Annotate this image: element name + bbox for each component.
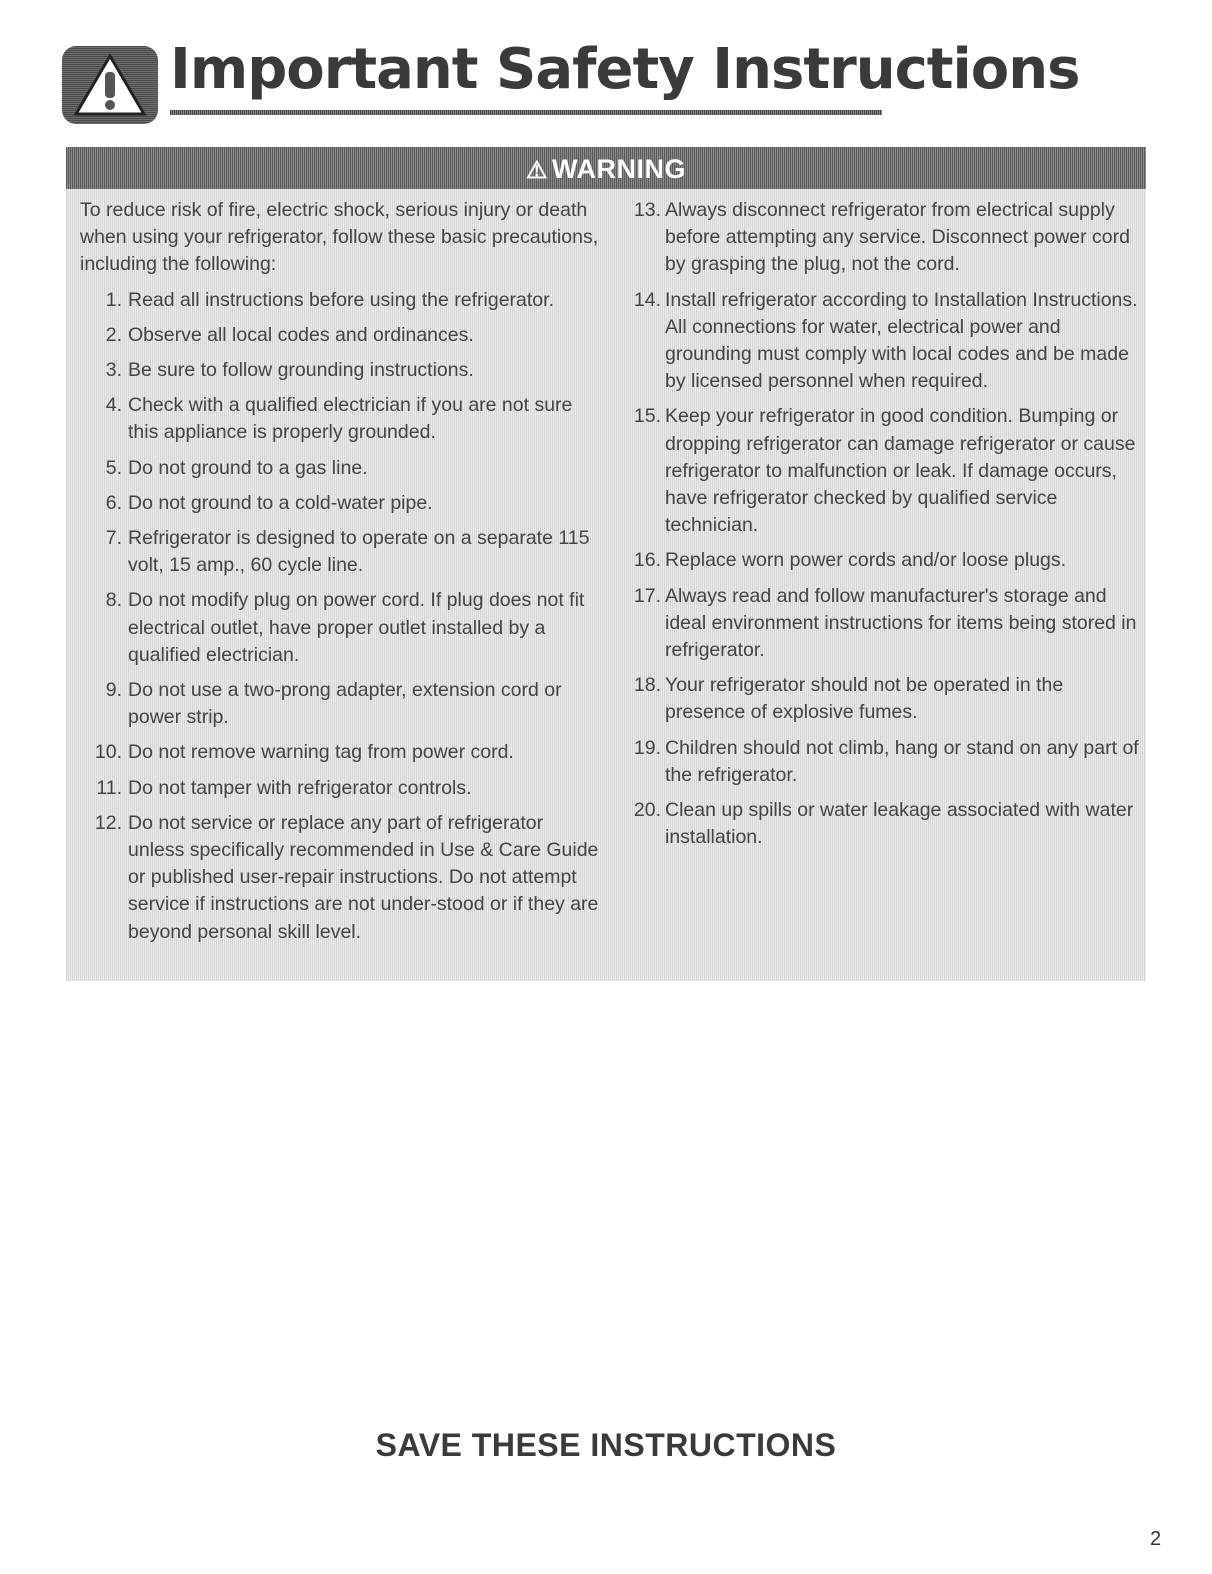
precaution-number: 19. <box>633 736 661 759</box>
precaution-number: 4. <box>105 394 122 417</box>
precaution-number: 5. <box>105 456 122 479</box>
precaution-text: Always read and follow manufacturer's storage and ideal environment instructions for items being stored in refrigerator. <box>665 584 1137 662</box>
precaution-text: Refrigerator is designed to operate on a separate 115 volt, 15 amp., 60 cycle line. <box>128 527 590 577</box>
warning-right-column <box>631 197 1139 859</box>
precaution-item <box>80 322 600 349</box>
precaution-text: Do not ground to a cold-water pipe. <box>128 491 433 514</box>
page-title: Important Safety Instructions <box>170 37 1080 102</box>
precaution-number: 13. <box>633 199 661 221</box>
precaution-text: Clean up spills or water leakage associated with water installation. <box>665 799 1134 849</box>
precaution-number: 10. <box>94 741 122 764</box>
precaution-number: 20. <box>633 799 661 822</box>
precaution-number: 12. <box>94 811 122 834</box>
precaution-item <box>80 392 600 446</box>
precaution-item <box>80 775 600 802</box>
precaution-text: Do not service or replace any part of refrigerator unless specifically recommended in Use & Care Guide or published user-repair instructions. Do not attempt service if instructions are not under-stood or if they are beyond personal skill level. <box>128 811 599 943</box>
title-underline <box>170 110 882 115</box>
precaution-text: Your refrigerator should not be operated in the presence of explosive fumes. <box>665 674 1064 724</box>
precaution-list-right <box>631 197 1139 851</box>
precaution-text: Always disconnect refrigerator from electrical supply before attempting any service. Disconnect power cord by grasping the plug, not the cord. <box>665 199 1130 276</box>
precaution-text: Observe all local codes and ordinances. <box>128 323 474 346</box>
precaution-text: Replace worn power cords and/or loose plugs. <box>665 549 1067 572</box>
precaution-text: Do not remove warning tag from power cord. <box>128 741 514 764</box>
precaution-number: 16. <box>633 549 661 572</box>
precaution-number: 8. <box>105 589 122 612</box>
precaution-text: Check with a qualified electrician if you are not sure this appliance is properly grounded. <box>128 394 573 444</box>
precaution-item <box>631 197 1139 279</box>
precaution-number: 6. <box>105 491 122 514</box>
precaution-item <box>80 287 600 314</box>
precaution-text: Be sure to follow grounding instructions. <box>128 359 474 382</box>
precaution-item <box>80 677 600 731</box>
warning-triangle-icon: ⚠ <box>525 157 548 184</box>
precaution-text: Do not tamper with refrigerator controls. <box>128 776 472 799</box>
save-instructions-footer: SAVE THESE INSTRUCTIONS <box>375 1427 837 1463</box>
warning-intro: To reduce risk of fire, electric shock, serious injury or death when using your refrigerator, follow these basic precautions, including the following: <box>80 199 599 276</box>
warning-triangle-icon <box>62 46 158 124</box>
warning-title: WARNING <box>552 154 686 184</box>
precaution-text: Keep your refrigerator in good condition. Bumping or dropping refrigerator can damage refrigerator or cause refrigerator to malfunction or leak. If damage occurs, have refrigerator checked by qualified service technician. <box>665 405 1136 537</box>
precaution-text: Read all instructions before using the refrigerator. <box>128 288 554 311</box>
precaution-text: Children should not climb, hang or stand on any part of the refrigerator. <box>665 736 1139 786</box>
precaution-item <box>631 403 1139 539</box>
precaution-text: Do not modify plug on power cord. If plug does not fit electrical outlet, have proper outlet installed by a qualified electrician. <box>128 589 585 666</box>
precaution-number: 15. <box>633 405 661 428</box>
precaution-text: Do not ground to a gas line. <box>128 456 368 479</box>
warning-header <box>66 147 1146 189</box>
precaution-item <box>80 810 600 946</box>
precaution-item <box>631 672 1139 726</box>
precaution-number: 3. <box>105 359 122 382</box>
precaution-number: 2. <box>105 323 122 346</box>
precaution-item <box>80 490 600 517</box>
precaution-number: 18. <box>633 674 661 697</box>
precaution-item <box>631 583 1139 665</box>
precaution-item <box>80 357 600 384</box>
precaution-item <box>631 287 1139 396</box>
precaution-number: 14. <box>633 288 661 311</box>
precaution-list-left <box>80 287 600 946</box>
precaution-item <box>80 455 600 482</box>
precaution-item <box>631 735 1139 789</box>
page-header <box>62 37 1080 122</box>
precaution-item <box>80 739 600 766</box>
precaution-number: 17. <box>633 584 661 607</box>
page-number: 2 <box>1150 1528 1162 1550</box>
precaution-item <box>80 587 600 669</box>
precaution-text: Do not use a two-prong adapter, extension cord or power strip. <box>128 679 562 729</box>
warning-left-column <box>80 197 600 954</box>
precaution-number: 1. <box>105 288 122 311</box>
precaution-item <box>631 547 1139 574</box>
precaution-text: Install refrigerator according to Installation Instructions. All connections for water, electrical power and grounding must comply with local codes and be made by licensed personnel when required. <box>665 288 1138 393</box>
warning-panel <box>66 147 1146 981</box>
precaution-item <box>631 797 1139 851</box>
precaution-number: 11. <box>96 776 122 799</box>
precaution-item <box>80 525 600 579</box>
precaution-number: 7. <box>105 527 122 550</box>
precaution-number: 9. <box>105 679 122 702</box>
